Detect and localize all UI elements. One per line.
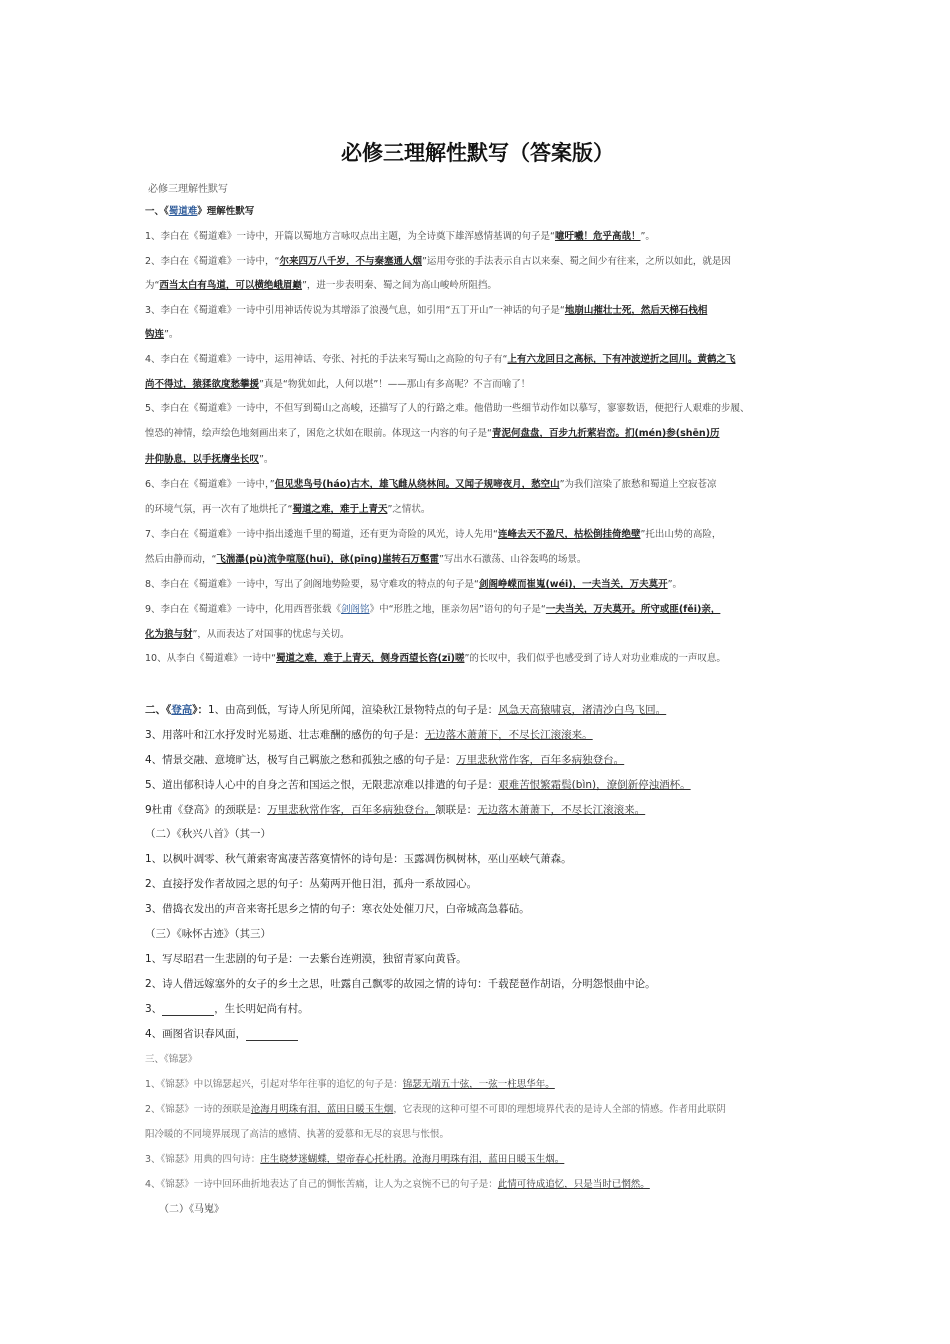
question-1-9-cont: 化为狼与豺”，从而表达了对国事的忧虑与关切。 xyxy=(145,629,350,640)
question-5-1: 1、《锦瑟》中以锦瑟起兴，引起对华年往事的追忆的句子是：锦瑟无端五十弦，一弦一柱思华年。 xyxy=(145,1079,555,1090)
question-1-6: 6、李白在《蜀道难》一诗中，”但见悲鸟号(háo)古木，雄飞雌从绕林间。又闻子规啼夜月，愁空山”为我们渲染了旅愁和蜀道上空寂苍凉 xyxy=(145,479,717,490)
question-1-4-cont: 尚不得过，猿猱欲度愁攀援”真是“物犹如此，人何以堪”！——那山有多高呢？不言而喻了！ xyxy=(145,379,531,390)
question-4-4: 4、画图省识春风面， xyxy=(145,1028,298,1041)
link-shudaonan[interactable]: 蜀道难 xyxy=(168,206,198,217)
question-2-5: 5、道出郁积诗人心中的自身之苦和国运之恨，无限悲凉难以排遣的句子是：艰难苦恨繁霜鬓(bìn)，潦倒新停浊酒杯。 xyxy=(145,779,691,791)
section-heading-denggao: 二、《登高》：1、由高到低，写诗人所见所闻，渲染秋江景物特点的句子是：风急天高猿啸哀，渚清沙白鸟飞回。 xyxy=(145,704,667,716)
question-1-2: 2、李白在《蜀道难》一诗中，“尔来四万八千岁，不与秦塞通人烟”运用夸张的手法表示自古以来秦、蜀之间少有往来，之所以如此，就是因 xyxy=(145,256,731,267)
question-4-2: 2、诗人借远嫁塞外的女子的乡土之思，吐露自己飘零的故园之情的诗句：千载琵琶作胡语，分明怨恨曲中论。 xyxy=(145,978,656,990)
question-1-9: 9、李白在《蜀道难》一诗中，化用西晋张载《剑阁铭》中“形胜之地，匪亲勿居”语句的句子是“一夫当关，万夫莫开。所守或匪(fěi)亲， xyxy=(145,604,721,615)
question-1-3-cont: 钩连”。 xyxy=(145,329,179,340)
section-heading-shudaonan: 一、《蜀道难》理解性默写 xyxy=(145,206,255,217)
question-2-4: 4、情景交融、意境旷达，极写自己羁旅之愁和孤独之感的句子是：万里悲秋常作客，百年多病独登台。 xyxy=(145,754,625,766)
question-2-9: 9杜甫《登高》的颈联是：万里悲秋常作客，百年多病独登台。颔联是：无边落木萧萧下，不尽长江滚滚来。 xyxy=(145,804,646,816)
question-5-2-cont: 阳冷暖的不同境界展现了高洁的感情、执著的爱慕和无尽的哀思与怅恨。 xyxy=(145,1129,450,1140)
question-1-5-cont2: 井仰胁息，以手抚膺坐长叹”。 xyxy=(145,454,274,465)
question-1-10: 10、从李白《蜀道难》一诗中“蜀道之难，难于上青天，侧身西望长咨(zī)嗟”的长叹中，我们似乎也感受到了诗人对功业难成的一声叹息。 xyxy=(145,653,726,664)
link-jiangeming[interactable]: 剑阁铭 xyxy=(341,604,370,615)
question-2-3: 3、用落叶和江水抒发时光易逝、壮志难酬的感伤的句子是：无边落木萧萧下，不尽长江滚滚来。 xyxy=(145,729,593,741)
section-heading-mawei: （二）《马嵬》 xyxy=(159,1204,224,1215)
answer-blank xyxy=(162,1005,214,1016)
section-heading-jinse: 三、《锦瑟》 xyxy=(145,1054,198,1065)
question-4-1: 1、写尽昭君一生悲剧的句子是：一去紫台连朔漠，独留青冢向黄昏。 xyxy=(145,953,467,965)
page-title: 必修三理解性默写（答案版） xyxy=(341,141,614,165)
question-1-5: 5、李白在《蜀道难》一诗中，不但写到蜀山之高峻，还描写了人的行路之难。他借助一些细节动作如以摹写，寥寥数语，便把行人艰难的步履、 xyxy=(145,403,750,414)
question-1-8: 8、李白在《蜀道难》一诗中，写出了剑阁地势险要，易守难攻的特点的句子是“剑阁峥嵘而崔嵬(wéi)，一夫当关，万夫莫开”。 xyxy=(145,579,683,590)
answer-blank xyxy=(246,1030,298,1041)
question-3-1: 1、以枫叶凋零、秋气萧索寄寓凄苦落寞情怀的诗句是：玉露凋伤枫树林，巫山巫峡气萧森。 xyxy=(145,853,572,865)
section-heading-yonghuai: （三）《咏怀古迹》（其三） xyxy=(145,928,271,940)
section-heading-qiuxing: （二）《秋兴八首》（其一） xyxy=(145,828,271,840)
question-1-3: 3、李白在《蜀道难》一诗中引用神话传说为其增添了浪漫气息，如引用“五丁开山”一神话的句子是“地崩山摧壮士死，然后天梯石栈相 xyxy=(145,305,708,316)
question-1-4: 4、李白在《蜀道难》一诗中，运用神话、夸张、衬托的手法来写蜀山之高险的句子有“上有六龙回日之高标，下有冲波逆折之回川。黄鹤之飞 xyxy=(145,354,736,365)
question-1-6-cont: 的环境气氛，再一次有了地烘托了“蜀道之难，难于上青天”之情状。 xyxy=(145,504,431,515)
question-1-7: 7、李白在《蜀道难》一诗中指出逶迤千里的蜀道，还有更为奇险的风光，诗人先用“连峰去天不盈尺，枯松倒挂倚绝壁”托出山势的高险， xyxy=(145,529,722,540)
question-5-3: 3、《锦瑟》用典的四句诗：庄生晓梦迷蝴蝶，望帝春心托杜鹃。沧海月明珠有泪，蓝田日暖玉生烟。 xyxy=(145,1154,565,1165)
question-1-7-cont: 然后由静而动，“飞湍瀑(pù)流争喧豗(huī)，砯(pīng)崖转石万壑雷”写出水石激荡、山谷轰鸣的场景。 xyxy=(145,554,587,565)
link-denggao[interactable]: 登高 xyxy=(171,704,193,716)
subtitle: 必修三理解性默写 xyxy=(148,184,228,195)
question-3-2: 2、直接抒发作者故园之思的句子：丛菊两开他日泪，孤舟一系故园心。 xyxy=(145,878,478,890)
question-1-1: 1、李白在《蜀道难》一诗中，开篇以蜀地方言咏叹点出主题，为全诗奠下雄浑感情基调的句子是“噫吁嚱！危乎高哉！”。 xyxy=(145,231,655,242)
question-1-2-cont: 为“西当太白有鸟道，可以横绝峨眉巅”，进一步表明秦、蜀之间为高山峻岭所阻挡。 xyxy=(145,280,497,291)
question-1-5-cont: 惶恐的神情，绘声绘色地刻画出来了，困危之状如在眼前。体现这一内容的句子是“青泥何盘盘，百步九折萦岩峦。扪(mén)参(shēn)历 xyxy=(145,428,720,439)
question-4-3: 3、 ，生长明妃尚有村。 xyxy=(145,1003,309,1015)
question-5-2: 2、《锦瑟》一诗的颈联是沧海月明珠有泪，蓝田日暖玉生烟，它表现的这种可望不可即的理想境界代表的是诗人全部的情感。作者用此联阴 xyxy=(145,1104,726,1115)
question-3-3: 3、借捣衣发出的声音来寄托思乡之情的句子：寒衣处处催刀尺，白帝城高急暮砧。 xyxy=(145,903,530,915)
question-5-4: 4、《锦瑟》一诗中回环曲折地表达了自己的惆怅苦痛，让人为之哀惋不已的句子是：此情可待成追忆，只是当时已惘然。 xyxy=(145,1179,650,1190)
